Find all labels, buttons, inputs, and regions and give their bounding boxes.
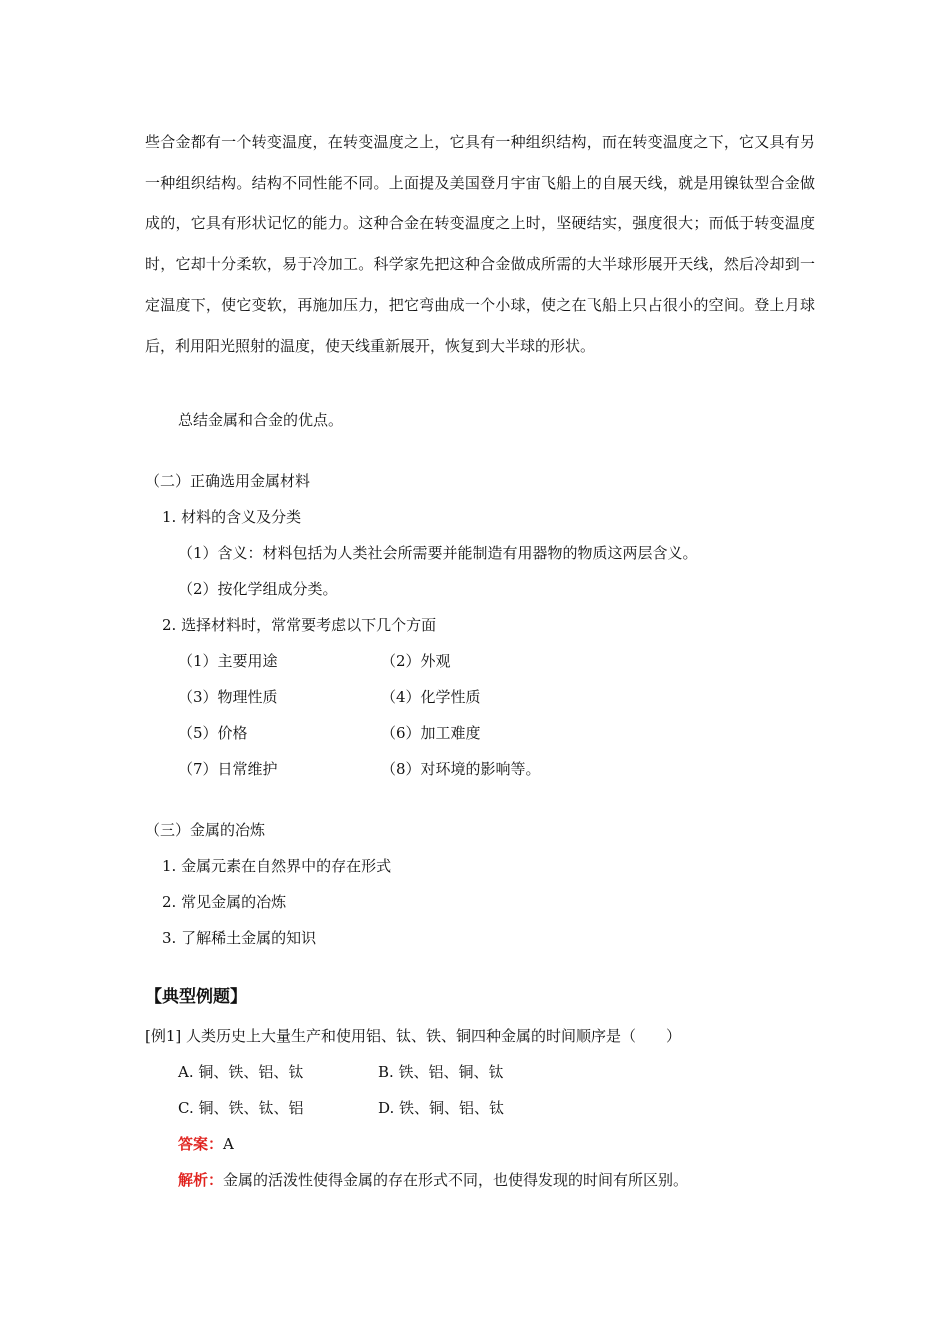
answer-line xyxy=(178,1134,234,1154)
section2-item1: 1. 材料的含义及分类 xyxy=(162,508,302,526)
analysis-text: 金属的活泼性使得金属的存在形式不同，也使得发现的时间有所区别。 xyxy=(223,1171,689,1189)
section3-item: 1. 金属元素在自然界中的存在形式 xyxy=(162,857,392,875)
example1-question: [例1] 人类历史上大量生产和使用铝、钛、铁、铜四种金属的时间顺序是（ ） xyxy=(145,1027,682,1045)
factor-item: （1）主要用途 xyxy=(178,652,278,670)
factor-item: （3）物理性质 xyxy=(178,688,278,706)
section3-title: （三）金属的冶炼 xyxy=(145,821,266,839)
section3-item: 3. 了解稀土金属的知识 xyxy=(162,929,317,947)
intro-paragraph: 些合金都有一个转变温度，在转变温度之上，它具有一种组织结构，而在转变温度之下，它又具有另一种组织结构。结构不同性能不同。上面提及美国登月宇宙飞船上的自展天线，就是用镍钛型合金做成的，它具有形状记忆的能力。这种合金在转变温度之上时，坚硬结实，强度很大；而低于转变温度时，它却十分柔软，易于冷加工。科学家先把这种合金做成所需的大半球形展开天线，然后冷却到一定温度下，使它变软，再施加压力，把它弯曲成一个小球，使之在飞船上只占很小的空间。登上月球后，利用阳光照射的温度，使天线重新展开，恢复到大半球的形状。 xyxy=(145,133,815,355)
section2-item1-sub1: （1）含义：材料包括为人类社会所需要并能制造有用器物的物质这两层含义。 xyxy=(178,544,698,562)
option-b: B. 铁、铝、铜、钛 xyxy=(378,1063,504,1081)
option-d: D. 铁、铜、铝、钛 xyxy=(378,1099,505,1117)
section2-item2: 2. 选择材料时，常常要考虑以下几个方面 xyxy=(162,616,437,634)
factor-item: （7）日常维护 xyxy=(178,760,278,778)
analysis-label: 解析： xyxy=(178,1171,224,1189)
summary-line: 总结金属和合金的优点。 xyxy=(178,411,344,429)
section2-title: （二）正确选用金属材料 xyxy=(145,472,311,490)
option-a: A. 铜、铁、铝、钛 xyxy=(178,1063,304,1081)
answer-label: 答案： xyxy=(178,1135,224,1153)
section3-item: 2. 常见金属的冶炼 xyxy=(162,893,287,911)
option-c: C. 铜、铁、钛、铝 xyxy=(178,1099,304,1117)
examples-heading: 【典型例题】 xyxy=(145,987,247,1007)
answer-value: A xyxy=(223,1135,234,1153)
factor-item: （5）价格 xyxy=(178,724,248,742)
factor-item: （4）化学性质 xyxy=(381,688,481,706)
section2-item1-sub2: （2）按化学组成分类。 xyxy=(178,580,338,598)
analysis-line xyxy=(178,1170,688,1190)
factor-item: （2）外观 xyxy=(381,652,451,670)
factor-item: （8）对环境的影响等。 xyxy=(381,760,541,778)
factor-item: （6）加工难度 xyxy=(381,724,481,742)
